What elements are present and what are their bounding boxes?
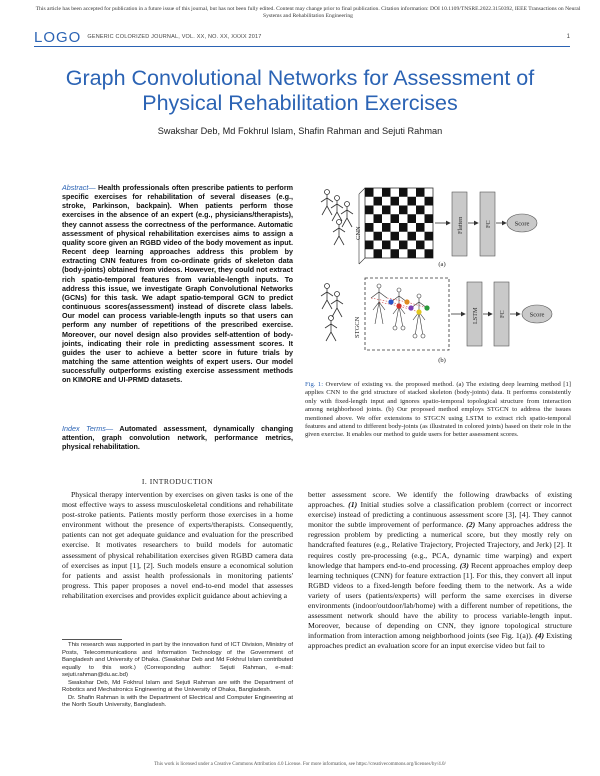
abstract: [62, 183, 293, 384]
paper-authors: Swakshar Deb, Md Fokhrul Islam, Shafin Rahman and Sejuti Rahman: [157, 126, 443, 136]
stgcn-box: [365, 278, 449, 350]
fc-label-b: FC: [499, 310, 506, 318]
figure-1-caption: [305, 381, 571, 440]
col2-text-d: Recent approaches employ deep learning techniques (CNN) for feature extraction [1]. For this, they convert all input RGBD videos to a fixed-length before feeding them to the network. As a wide variety of users (patients/experts) will perform the same exercises in diverse environments (indoor/outdoor/lab/home) with a different number of repetitions, the assessment network should have the ability to process variable-length input. Moreover, because of depending on CNN, they ignore topological structure information from interaction among neighborhood joints (see Fig. 1(a)).: [308, 560, 572, 641]
intro-paragraph: Physical therapy intervention by exercises on given tasks is one of the most effective ways to assess musculoskeletal conditions and rehabilitate post-stroke patients. Patients mostly perform those exercises in a home environment without the presence of experts/therapists. Consequently, patients can not get adequate guidance and evaluation for the prescribed exercise. It motivates researchers to build models for automatic assessment of physical rehabilitation exercises given RGBD camera data of exercises as input [1], [2]. Such models ensure a economical solution for patients and assist health professionals in monitoring patients' progress. This paper proposes a novel end-to-end model that assesses rehabilitation exercises and provides explicit guidance about achieving a: [62, 490, 293, 600]
right-column-text: [308, 490, 572, 652]
skeleton-stack-b: [321, 284, 343, 342]
abstract-label: Abstract—: [62, 183, 96, 192]
header-rule: [34, 46, 570, 47]
col2-text-b: Initial studies solve a classification problem (correct or incorrect exercise) instead of predicting a continuous assessment score [3], [4]. They cannot monitor the subtle improvement of performance.: [308, 500, 573, 530]
footnote-affiliation-1: Swakshar Deb, Md Fokhrul Islam and Sejuti Rahman are with the Department of Robotics and Mechatronics Engineering at the University of Dhaka, Bangladesh.: [62, 679, 293, 693]
col2-text-a: better assessment score. We identify the following drawbacks of existing approaches.: [308, 490, 572, 510]
stgcn-label: STGCN: [354, 316, 361, 338]
index-terms-label: Index Terms—: [62, 424, 114, 433]
panel-b-label: (b): [438, 357, 446, 364]
col2-text-e: Existing approaches predict an evaluation score for an input exercise video but fail to: [308, 631, 572, 651]
figure-1: [303, 178, 573, 374]
index-terms: [62, 424, 293, 451]
flatten-label: Flatten: [457, 216, 464, 234]
page-number: 1: [566, 34, 570, 40]
drawback-4-marker: (4): [534, 631, 545, 641]
drawback-2-marker: (2): [466, 520, 476, 530]
top-notice: This article has been accepted for publication in a future issue of this journal, but has not been fully edited. Content may change prior to final publication. Citation information: DOI 10.1109/TNSRE.2022.3150392, IEEE Transactions on Neural Systems and Rehabilitation Engineering: [35, 6, 581, 19]
license-note: This work is licensed under a Creative Commons Attribution 4.0 License. For more information, see https://creativecommons.org/licenses/by/4.0/: [154, 762, 446, 767]
lstm-label: LSTM: [472, 307, 479, 324]
section-heading: I. INTRODUCTION: [141, 477, 214, 486]
fc-label-a: FC: [485, 220, 492, 228]
paper-title: Graph Convolutional Networks for Assessment of Physical Rehabilitation Exercises: [65, 66, 535, 115]
skeleton-stack-a: [321, 190, 353, 246]
cnn-grid: [359, 188, 433, 264]
drawback-3-marker: (3): [459, 560, 469, 570]
score-label-a: Score: [514, 220, 530, 228]
caption-label: Fig. 1:: [305, 381, 324, 388]
drawback-1-marker: (1): [348, 500, 358, 510]
footnote-rule: [62, 639, 122, 640]
footnote-funding: This research was supported in part by the innovation fund of ICT Division, Ministry of Posts, Telecommunications and Information Technology of the Government of Bangladesh and University of Dhaka. (Swakshar Deb and Md Fokhrul Islam contributed equally to this work.) (Corresponding author: Sejuti Rahman, e-mail: sejuti.rahman@du.ac.bd): [62, 642, 293, 678]
panel-a-label: (a): [438, 261, 446, 268]
journal-header: [34, 30, 570, 44]
col2-text-c: Many approaches address the regression problem by predicting a numerical score, but they mostly rely on handcrafted features (e.g., Relative Trajectory, Projected Trajectory, and Jerk) [2]. It requires costly pre-processing (e.g., PCA, dynamic time warping) and expert knowledge that hampers end-to-end processing.: [308, 520, 572, 570]
cnn-label: CNN: [355, 226, 362, 240]
score-label-b: Score: [529, 311, 545, 319]
footnote-affiliation-2: Dr. Shafin Rahman is with the Department of Electrical and Computer Engineering at the North South University, Bangladesh.: [62, 694, 293, 708]
figure-1-diagram: [303, 178, 573, 374]
journal-name: GENERIC COLORIZED JOURNAL, VOL. XX, NO. XX, XXXX 2017: [87, 34, 262, 40]
abstract-text: Health professionals often prescribe patients to perform specific exercises for rehabilitation of several diseases (e.g., stroke, Parkinson, backpain). When patients perform those exercises in the absence of an expert (e.g., physicians/therapists), they cannot assess the correctness of the performance. Automatic assessment of physical rehabilitation exercises aims to assign a quality score given an RGBD video of the body movement as input. Recent deep learning approaches address this problem by extracting CNN features from co-ordinate grids of skeleton data (body-joints) obtained from videos. However, they could not extract rich spatio-temporal features from variable-length inputs. To address this issue, we investigate Graph Convolutional Networks (GCNs) for this task. We adapt spatio-temporal GCN to predict continuous scores(assessment) instead of discrete class labels. Our model can process variable-length inputs so that users can perform any number of repetitions of the prescribed exercise. Moreover, our novel design also provides self-attention of body-joints, indicating their role in predicting assessment scores. It guides the user to achieve a better score in future trials by matching the same attention weights of expert users. Our model successfully outperforms existing exercise assessment methods on KIMORE and UI-PRMD datasets.: [62, 183, 294, 385]
index-terms-text: Automated assessment, dynamically changing attention, graph convolution network, performance metrics, physical rehabilitation.: [62, 424, 294, 452]
journal-logo: LOGO: [34, 28, 82, 46]
footnotes: [62, 642, 293, 710]
caption-text: Overview of existing vs. the proposed method. (a) The existing deep learning method [1] applies CNN to the grid structure of stacked skeleton (body-joints) data. It performs consistently only with fixed-length input and ignores spatio-temporal topological structure from interaction among neighborhood joints. (b) Our proposed method employs STGCN to address the issues mentioned above. We offer extensions to STGCN using LSTM to extract rich spatio-temporal features and attend to different body-joints (as illustrated in colored joints) based on their role in the given exercise. It enables our method to guide users for better assessment scores.: [305, 381, 571, 439]
